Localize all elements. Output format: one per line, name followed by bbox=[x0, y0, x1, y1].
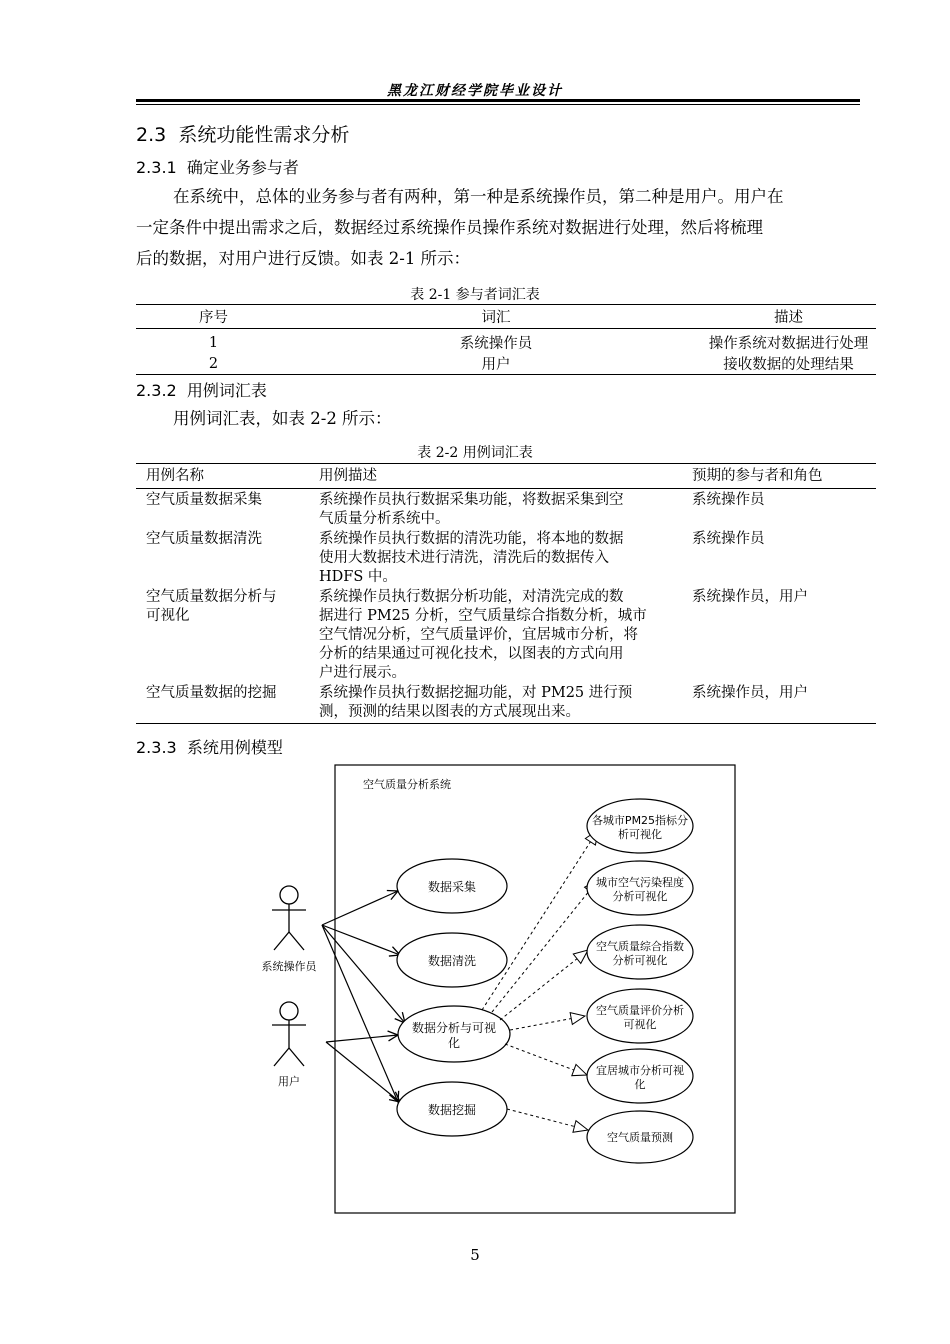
cell-line: 空气质量数据的挖掘 bbox=[146, 685, 277, 701]
use-case-actor: 系统操作员，用户 bbox=[692, 685, 808, 701]
paragraph: 用例词汇表，如表 2-2 所示： bbox=[173, 409, 392, 428]
cell-line: 气质量分析系统中。 bbox=[319, 511, 450, 527]
section-number: 2.3 bbox=[136, 124, 167, 146]
table-cell: 用户 bbox=[481, 357, 511, 373]
cell-line: 空气质量数据清洗 bbox=[146, 531, 262, 547]
section-title: 系统功能性需求分析 bbox=[178, 124, 350, 146]
subsection-title: 系统用例模型 bbox=[186, 738, 283, 757]
cell-line: 使用大数据技术进行清洗，清洗后的数据传入 bbox=[319, 550, 609, 566]
cell-line: 系统操作员执行数据的清洗功能，将本地的数据 bbox=[319, 531, 624, 547]
table-header-cell: 序号 bbox=[199, 310, 228, 326]
cell-line: 空气质量数据分析与 bbox=[146, 589, 277, 605]
cell-line: 据进行 PM25 分析，空气质量综合指数分析，城市 bbox=[319, 608, 647, 624]
table-header-cell: 预期的参与者和角色 bbox=[692, 467, 823, 484]
table-header-cell: 用例描述 bbox=[319, 467, 377, 484]
cell-line: 可视化 bbox=[146, 608, 190, 624]
page-number: 5 bbox=[470, 1246, 480, 1264]
cell-line: 系统操作员执行数据分析功能，对清洗完成的数 bbox=[319, 589, 624, 605]
ext-label: 可视化 bbox=[623, 1018, 657, 1031]
ext-label: 分析可视化 bbox=[612, 954, 668, 967]
cell-line: 分析的结果通过可视化技术，以图表的方式向用 bbox=[319, 646, 624, 662]
cell-line: 户进行展示。 bbox=[319, 665, 406, 681]
ext-label: 析可视化 bbox=[618, 828, 662, 841]
table-cell: 系统操作员 bbox=[459, 336, 533, 352]
cell-line: HDFS 中。 bbox=[319, 569, 397, 585]
actor-label: 系统操作员 bbox=[261, 960, 317, 973]
paragraph-line: 在系统中，总体的业务参与者有两种，第一种是系统操作员，第二种是用户。用户在 bbox=[173, 187, 784, 206]
subsection-number: 2.3.3 bbox=[136, 738, 177, 757]
subsection-title: 用例词汇表 bbox=[186, 381, 267, 400]
ext-label: 分析可视化 bbox=[612, 890, 668, 903]
ext-label: 空气质量综合指数 bbox=[596, 940, 684, 953]
use-case-label: 数据挖掘 bbox=[427, 1103, 477, 1117]
table-cell: 1 bbox=[208, 334, 219, 351]
cell-line: 系统操作员执行数据挖掘功能，对 PM25 进行预 bbox=[319, 685, 633, 701]
subsection-title: 确定业务参与者 bbox=[186, 158, 299, 177]
use-case-label: 化 bbox=[447, 1036, 461, 1050]
use-case-label: 数据采集 bbox=[427, 880, 477, 894]
page-header: 黑龙江财经学院毕业设计 bbox=[387, 83, 563, 99]
use-case-actor: 系统操作员，用户 bbox=[692, 589, 808, 605]
subsection-number: 2.3.1 bbox=[136, 158, 177, 177]
use-case-actor: 系统操作员 bbox=[692, 492, 765, 508]
actor-operator-figure bbox=[272, 886, 306, 950]
ext-label: 空气质量评价分析 bbox=[596, 1004, 684, 1017]
ext-label: 各城市PM25指标分 bbox=[591, 814, 689, 827]
use-case-label: 数据清洗 bbox=[427, 954, 477, 968]
actor-label: 用户 bbox=[278, 1075, 300, 1088]
use-case-label: 数据分析与可视 bbox=[411, 1021, 497, 1035]
paragraph-line: 一定条件中提出需求之后，数据经过系统操作员操作系统对数据进行处理，然后将梳理 bbox=[136, 218, 763, 237]
table-cell: 2 bbox=[208, 355, 219, 372]
cell-line: 空气情况分析，空气质量评价，宜居城市分析，将 bbox=[319, 627, 638, 643]
system-name: 空气质量分析系统 bbox=[363, 778, 451, 791]
actor-user-figure bbox=[272, 1002, 306, 1066]
ext-label: 化 bbox=[634, 1078, 646, 1091]
cell-line: 系统操作员执行数据采集功能，将数据采集到空 bbox=[319, 492, 624, 508]
ext-label: 城市空气污染程度 bbox=[596, 876, 684, 889]
paragraph-line: 后的数据，对用户进行反馈。如表 2-1 所示： bbox=[136, 249, 471, 268]
cell-line: 测，预测的结果以图表的方式展现出来。 bbox=[319, 704, 580, 720]
table-cell: 接收数据的处理结果 bbox=[723, 357, 854, 373]
table-caption-1: 表 2-1 参与者词汇表 bbox=[410, 287, 540, 303]
table-header-cell: 词汇 bbox=[481, 310, 511, 326]
table-header-cell: 用例名称 bbox=[146, 467, 204, 484]
subsection-number: 2.3.2 bbox=[136, 381, 177, 400]
ext-label: 宜居城市分析可视 bbox=[596, 1064, 684, 1077]
use-case-actor: 系统操作员 bbox=[692, 531, 765, 547]
cell-line: 空气质量数据采集 bbox=[146, 492, 262, 508]
table-header-cell: 描述 bbox=[774, 310, 803, 326]
ext-label: 空气质量预测 bbox=[607, 1131, 673, 1144]
table-cell: 操作系统对数据进行处理 bbox=[708, 336, 869, 352]
table-caption-2: 表 2-2 用例词汇表 bbox=[417, 445, 533, 461]
